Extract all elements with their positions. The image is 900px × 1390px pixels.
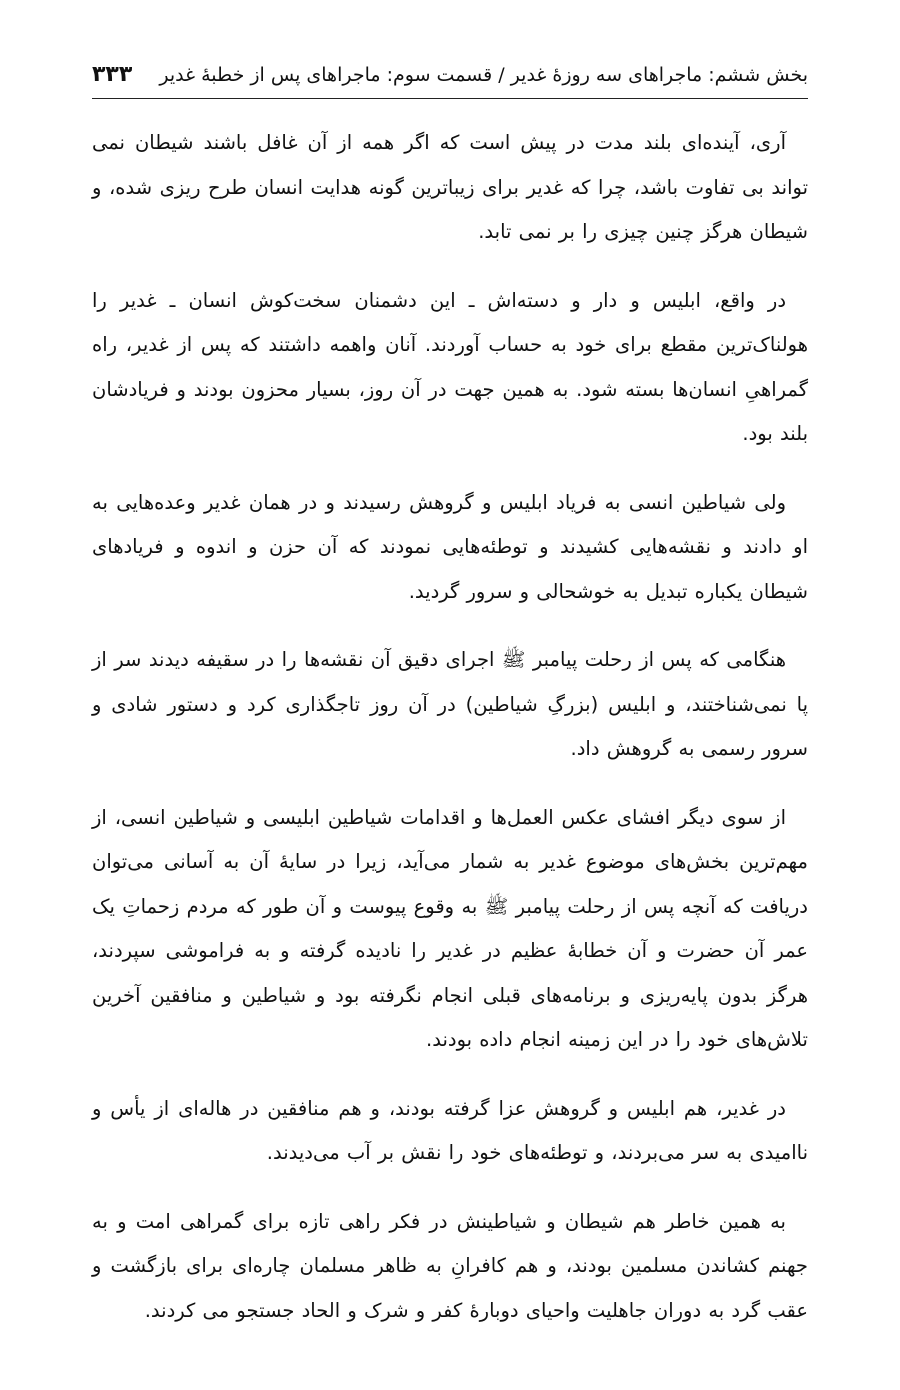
paragraph: در غدیر، هم ابلیس و گروهش عزا گرفته بودند، و هم منافقین در هاله‌ای از یأس و ناامیدی به سر می‌بردند، و توطئه‌های خود را نقش بر آب می‌دیدند. [92, 1096, 808, 1164]
paragraph: هنگامی که پس از رحلت پیامبر ﷺ اجرای دقیق آن نقشه‌ها را در سقیفه دیدند سر از پا نمی‌شناختند، و ابلیس (بزرگِ شیاطین) در آن روز تاجگذاری کرد و دستور شادی و سرور رسمی به گروهش داد. [92, 648, 808, 760]
book-page [92, 60, 808, 1357]
running-title: بخش ششم: ماجراهای سه روزهٔ غدیر / قسمت سوم: ماجراهای پس از خطبهٔ غدیر [159, 64, 808, 86]
body-text [92, 121, 808, 1333]
page-number: ۳۳۳ [92, 62, 133, 87]
paragraph: ولی شیاطین انسی به فریاد ابلیس و گروهش رسیدند و در همان غدیر وعده‌هایی به او دادند و نقشه‌هایی کشیدند و توطئه‌هایی نمودند که آن حزن و اندوه و فریادهای شیطان یکباره تبدیل به خوشحالی و سرور گردید. [92, 490, 808, 603]
paragraph: در واقع، ابلیس و دار و دسته‌اش ـ این دشمنان سخت‌کوش انسان ـ غدیر را هولناک‌ترین مقطع برای خود به حساب آوردند. آنان واهمه داشتند که پس از غدیر، راه گمراهیِ انسان‌ها بسته شود. به همین جهت در آن روز، بسیار محزون بودند و فریادشان بلند بود. [92, 288, 808, 445]
paragraph: از سوی دیگر افشای عکس العمل‌ها و اقدامات شیاطین ابلیسی و شیاطین انسی، از مهم‌ترین بخش‌های موضوع غدیر به شمار می‌آید، زیرا در سایهٔ آن به آسانی می‌توان دریافت که آنچه پس از رحلت پیامبر ﷺ به وقوع پیوست و آن طور که مردم زحماتِ یک عمر آن حضرت و آن خطابهٔ عظیم در غدیر را نادیده گرفته و به فراموشی سپردند، هرگز بدون پایه‌ریزی و برنامه‌های قبلی انجام نگرفته بود و شیاطین و منافقین آخرین تلاش‌های خود را در این زمینه انجام داده بودند. [92, 805, 808, 1051]
paragraph: آری، آینده‌ای بلند مدت در پیش است که اگر همه از آن غافل باشند شیطان نمی تواند بی تفاوت باشد، چرا که غدیر برای زیباترین گونه هدایت انسان طرح ریزی شده، و شیطان هرگز چنین چیزی را بر نمی تابد. [92, 131, 808, 243]
running-header [92, 60, 808, 99]
paragraph: به همین خاطر هم شیطان و شیاطینش در فکر راهی تازه برای گمراهی امت و به جهنم کشاندن مسلمین بودند، و هم کافرانِ به ظاهر مسلمان چاره‌ای برای بازگشت و عقب گرد به دوران جاهلیت واحیای دوبارهٔ کفر و شرک و الحاد جستجو می کردند. [92, 1209, 808, 1322]
